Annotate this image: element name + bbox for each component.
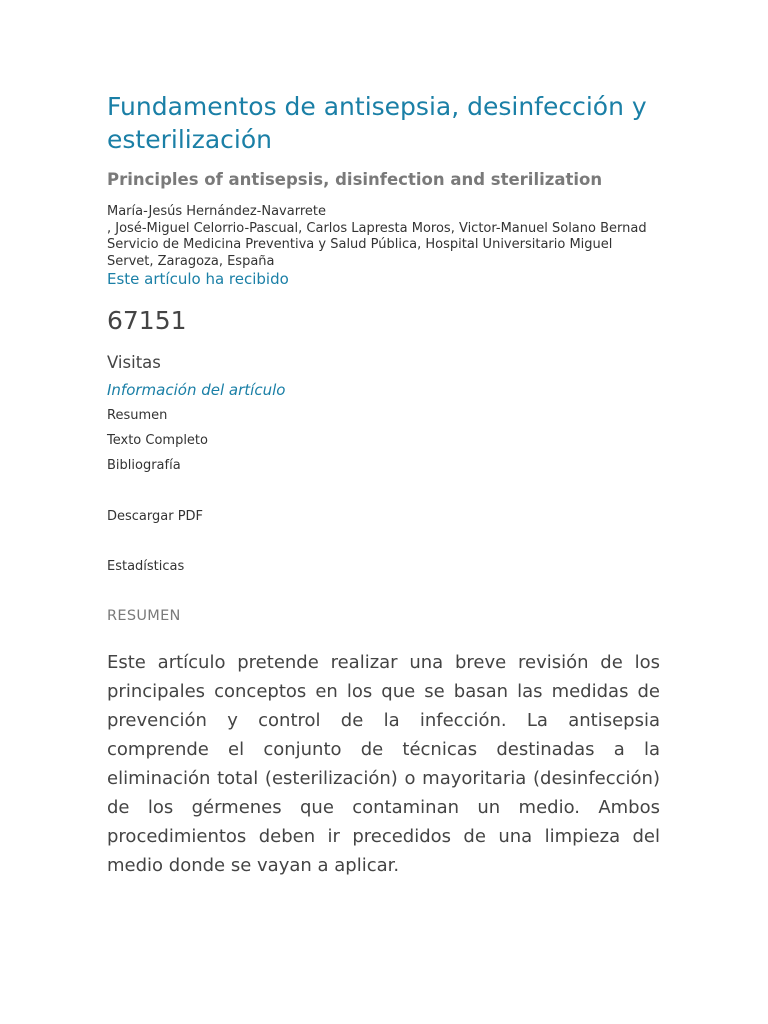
article-subtitle: Principles of antisepsis, disinfection and sterilization: [107, 170, 603, 189]
visits-count: 67151: [107, 306, 187, 335]
authors-line: María-Jesús Hernández-Navarrete: [107, 204, 326, 219]
nav-item-texto-completo[interactable]: Texto Completo: [107, 433, 208, 448]
authors-line: , José-Miguel Celorrio-Pascual, Carlos Lapresta Moros, Victor-Manuel Solano Bernad: [107, 220, 647, 236]
summary-heading: RESUMEN: [107, 608, 181, 624]
article-info-link[interactable]: Información del artículo: [107, 381, 286, 399]
nav-item-bibliografia[interactable]: Bibliografía: [107, 458, 181, 473]
summary-text: Este artículo pretende realizar una breve revisión de los principales conceptos en los que se basan las medidas de prevención y control de la infección. La antisepsia comprende el conjunto de técnicas destinadas a la eliminación total (esterilización) o mayoritaria (desinfección) de los gérmenes que contaminan un medio. Ambos procedimientos deben ir precedidos de una limpieza del medio donde se vayan a aplicar.: [107, 652, 660, 876]
affiliation-line: Servicio de Medicina Preventiva y Salud Pública, Hospital Universitario Miguel: [107, 237, 613, 252]
nav-item-descargar-pdf[interactable]: Descargar PDF: [107, 509, 204, 524]
article-title: Fundamentos de antisepsia, desinfección y esterilización: [107, 92, 647, 154]
nav-item-resumen[interactable]: Resumen: [107, 408, 168, 423]
received-label: Este artículo ha recibido: [107, 270, 289, 288]
authors-block: [107, 204, 667, 270]
nav-item-estadisticas[interactable]: Estadísticas: [107, 559, 185, 574]
visits-label: Visitas: [107, 353, 161, 372]
affiliation-line: Servet, Zaragoza, España: [107, 253, 275, 269]
